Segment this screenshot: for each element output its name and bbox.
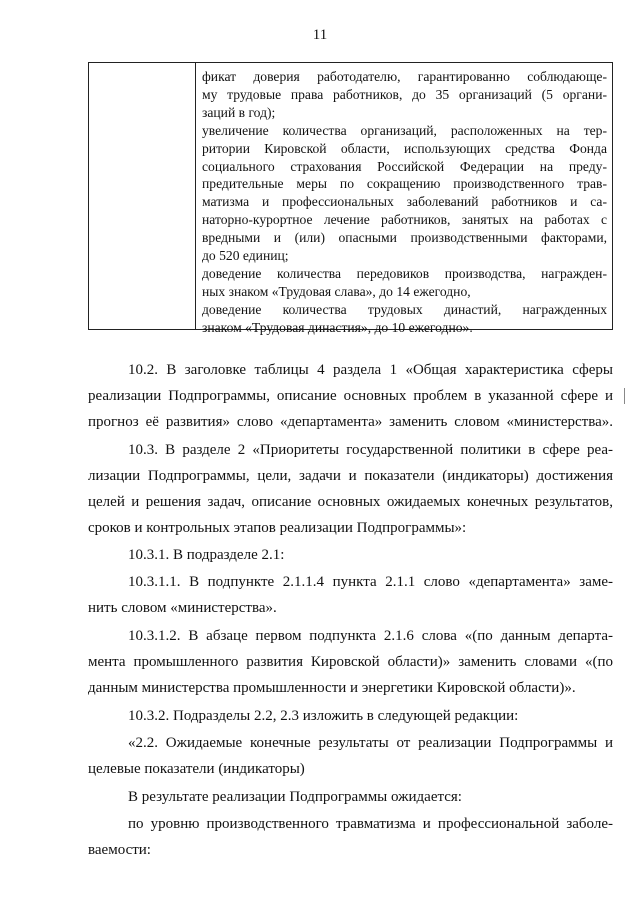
page-number: 11 bbox=[312, 27, 328, 43]
table-line: знаком «Трудовая династия», до 10 ежегодно». bbox=[202, 319, 473, 335]
paragraph-10-3-line: сроков и контрольных этапов реализации Подпрограммы»: bbox=[88, 520, 467, 536]
paragraph-injury-level-line: по уровню производственного травматизма и профессиональной заболе- bbox=[128, 816, 613, 832]
table-line: социального страхования Российской Федерации на преду- bbox=[202, 158, 607, 174]
paragraph-10-3-1-1-line: 10.3.1.1. В подпункте 2.1.1.4 пункта 2.1.1 слово «департамента» заме- bbox=[128, 574, 613, 590]
paragraph-10-3-1-2-line: данным министерства промышленности и энергетики Кировской области)». bbox=[88, 680, 576, 696]
section-2-2-heading-line: «2.2. Ожидаемые конечные результаты от реализации Подпрограммы и bbox=[128, 735, 613, 751]
paragraph-10-3-line: целей и решения задач, описание основных ожидаемых конечных результатов, bbox=[88, 494, 613, 510]
paragraph-10-3-1-2-line: 10.3.1.2. В абзаце первом подпункта 2.1.6 слова «(по данным департа- bbox=[128, 628, 613, 644]
margin-mark bbox=[624, 388, 628, 404]
table-line: до 520 единиц; bbox=[202, 248, 289, 264]
table-line: заций в год); bbox=[202, 104, 276, 120]
table-cell-text bbox=[202, 68, 607, 337]
paragraph-10-2-line: 10.2. В заголовке таблицы 4 раздела 1 «Общая характеристика сферы bbox=[128, 362, 613, 378]
table-line: ритории Кировской области, использующих средства Фонда bbox=[202, 140, 607, 156]
table-continuation bbox=[88, 62, 613, 335]
table-line: предительные меры по сокращению производственного трав- bbox=[202, 176, 607, 192]
paragraph-10-2-line: реализации Подпрограммы, описание основных проблем в указанной сфере и bbox=[88, 388, 613, 404]
paragraph-expected-results: В результате реализации Подпрограммы ожидается: bbox=[128, 789, 462, 805]
table-line: наторно-курортное лечение работников, занятых на работах с bbox=[202, 212, 607, 228]
table-line: доведение количества передовиков производства, награжден- bbox=[202, 265, 607, 281]
paragraph-injury-level-line: ваемости: bbox=[88, 842, 151, 858]
table-line: матизма и профессиональных заболеваний работников и са- bbox=[202, 194, 607, 210]
table-line: увеличение количества организаций, расположенных на тер- bbox=[202, 122, 607, 138]
paragraph-10-3-1: 10.3.1. В подразделе 2.1: bbox=[128, 547, 285, 563]
paragraph-10-3-line: лизации Подпрограммы, цели, задачи и показатели (индикаторы) достижения bbox=[88, 468, 613, 484]
paragraph-10-3-1-1-line: нить словом «министерства». bbox=[88, 600, 277, 616]
table-line: му трудовые права работников, до 35 организаций (5 органи- bbox=[202, 86, 607, 102]
table-column-divider bbox=[195, 63, 196, 329]
table-line: доведение количества трудовых династий, награжденных bbox=[202, 301, 607, 317]
table-line: ных знаком «Трудовая слава», до 14 ежегодно, bbox=[202, 283, 471, 299]
paragraph-10-3-line: 10.3. В разделе 2 «Приоритеты государственной политики в сфере реа- bbox=[128, 442, 613, 458]
section-2-2-heading-line: целевые показатели (индикаторы) bbox=[88, 761, 305, 777]
table-line: фикат доверия работодателю, гарантированно соблюдающе- bbox=[202, 69, 607, 84]
table-line: вредными и (или) опасными производственными факторами, bbox=[202, 230, 607, 246]
paragraph-10-2-line: прогноз её развития» слово «департамента» заменить словом «министерства». bbox=[88, 414, 613, 430]
paragraph-10-3-2: 10.3.2. Подразделы 2.2, 2.3 изложить в следующей редакции: bbox=[128, 708, 519, 724]
paragraph-10-3-1-2-line: мента промышленного развития Кировской области)» заменить словами «(по bbox=[88, 654, 613, 670]
